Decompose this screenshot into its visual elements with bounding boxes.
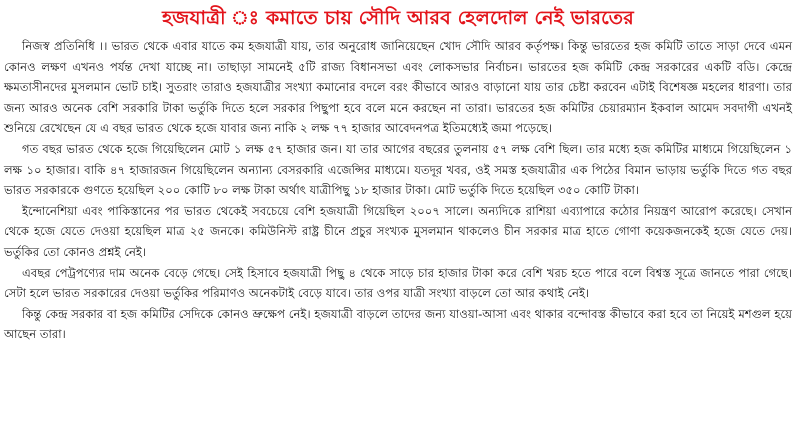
article-paragraph: গত বছর ভারত থেকে হজে গিয়েছিলেন মোট ১ লক্ষ ৫৭ হাজার জন। যা তার আগের বছরের তুলনায় ৫৭ লক্ষ বেশি ছিল। তার মধ্যে হজ কমিটির মাধ্যমে গিয়েছিলেন ১ লক্ষ ১০ হাজার। বাকি ৪৭ হাজারজন গিয়েছিলেন অন্যান্য বেসরকারি এজেন্সির মাধ্যমে। যতদূর খবর, ওই সমস্ত হজযাত্রীর এক পিঠের বিমান ভাড়ায় ভর্তুকি দিতে গত বছর ভারত সরকারকে গুণতে হয়েছিল ২০০ কোটি ৮০ লক্ষ টাকা অর্থাৎ যাত্রীপিছু ১৮ হাজার টাকা। মোট ভর্তুকি দিতে হয়েছিল ৩৫০ কোটি টাকা। bbox=[4, 141, 792, 198]
article-paragraph: ইন্দোনেশিয়া এবং পাকিস্তানের পর ভারত থেকেই সবচেয়ে বেশি হজযাত্রী গিয়েছিল ২০০৭ সালে। অন্যদিকে রাশিয়া এব্যাপারে কঠোর নিয়ন্ত্রণ আরোপ করেছে। সেখান থেকে হজে যেতে দেওয়া হয়েছিল মাত্র ২৫ জনকে। কমিউনিস্ট রাষ্ট্র চীনে প্রচুর সংখ্যক মুসলমান থাকলেও চীন সরকার মাত্র হাতে গোণা কয়েকজনকেই হজে যেতে দেয়। ভর্তুকির তো কোনও প্রশ্নই নেই। bbox=[4, 203, 792, 259]
article-paragraph: এবছর পেট্রপণ্যের দাম অনেক বেড়ে গেছে। সেই হিসাবে হজযাত্রী পিছু ৪ থেকে সাড়ে চার হাজার টাকা করে বেশি খরচ হতে পারে বলে বিশ্বস্ত সূত্রে জানতে পারা গেছে। সেটা হলে ভারত সরকারের দেওয়া ভর্তুকির পরিমাণও অনেকটাই বেড়ে যাবে। তার ওপর যাত্রী সংখ্যা বাড়লে তো আর কথাই নেই। bbox=[4, 265, 792, 301]
article-paragraph: কিন্তু কেন্দ্র সরকার বা হজ কমিটির সেদিকে কোনও ভ্রুক্ষেপ নেই। হজযাত্রী বাড়লে তাদের জন্য যাওয়া-আসা এবং থাকার বন্দোবস্ত কীভাবে করা হবে তা নিয়েই মশগুল হয়ে আছেন তারা। bbox=[4, 306, 792, 342]
article-headline: হজযাত্রী ঃ কমাতে চায় সৌদি আরব হেলদোল নেই ভারতের bbox=[162, 7, 634, 29]
article-body bbox=[4, 36, 792, 345]
article-paragraph: নিজস্ব প্রতিনিধি ।। ভারত থেকে এবার যাতে কম হজযাত্রী যায়, তার অনুরোধ জানিয়েছেন খোদ সৌদি আরব কর্তৃপক্ষ। কিন্তু ভারতের হজ কমিটি তাতে সাড়া দেবে এমন কোনও লক্ষণ এখনও পর্যন্ত দেখা যাচ্ছে না। তাছাড়া সামনেই ৫টি রাজ্য বিধানসভা এবং লোকসভার নির্বাচন। ভারতের হজ কমিটি কেন্দ্র সরকারের একটি বডি। কেন্দ্রে ক্ষমতাসীনদের মুসলমান ভোট চাই। সুতরাং তারাও হজযাত্রীর সংখ্যা কমানোর বদলে বরং কীভাবে আরও বাড়ানো যায় তার চেষ্টা করবেন এটাই বিশেষজ্ঞ মহলের ধারণা। তার জন্য আরও অনেক বেশি সরকারি টাকা ভর্তুকি দিতে হলে সরকার পিছুপা হবে বলে মনে করছেন না তারা। ভারতের হজ কমিটির চেয়ারম্যান ইকবাল আমেদ সবদাগী এখনই শুনিয়ে রেখেছেন যে এ বছর ভারত থেকে হজে যাবার জন্য নাকি ২ লক্ষ ৭৭ হাজার আবেদনপত্র ইতিমধ্যেই জমা পড়েছে। bbox=[4, 39, 792, 136]
